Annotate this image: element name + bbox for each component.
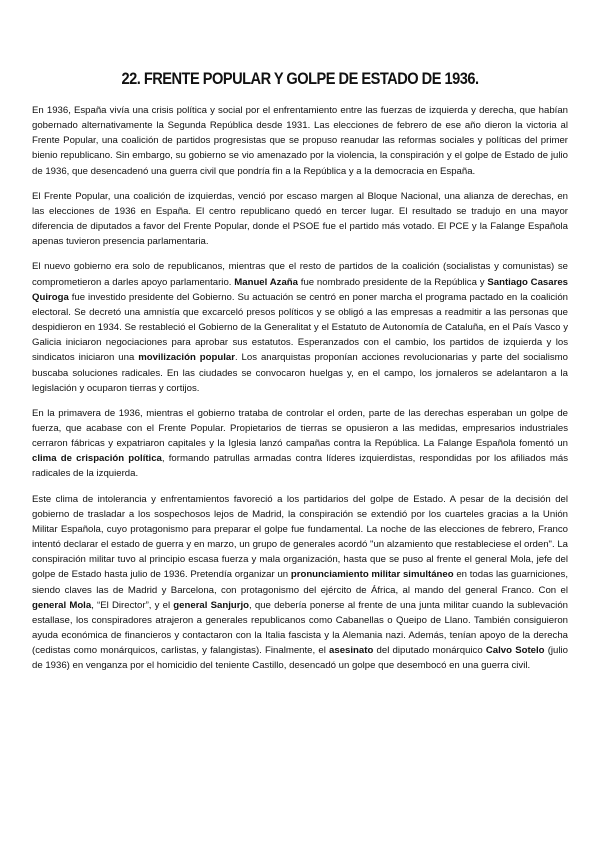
text-run: fue nombrado presidente de la República y — [298, 276, 488, 288]
text-run: (julio de 1936) en venganza por el homicidio del teniente Castillo, desencadó un golpe que desembocó en una guerra civil. — [32, 645, 568, 672]
paragraph-3 — [32, 259, 568, 395]
bold-term: general Sanjurjo — [173, 599, 250, 611]
text-run: En la primavera de 1936, mientras el gobierno trataba de controlar el orden, parte de las derechas esperaban un golpe de fuerza, que acabase con el Frente Popular. Propietarios de tierras se opusieron a las medidas, empresarios industriales cerraron fábricas y expatriaron capitales y la Iglesia lanzó campañas contra la República. La Falange Española fomentó un — [32, 407, 568, 450]
text-run: , “El Director”, y el — [91, 599, 174, 611]
text-run: , formando patrullas armadas contra líderes izquierdistas, respondidas por los afiliados más radicales de la izquierda. — [32, 453, 568, 480]
paragraph-1 — [32, 103, 568, 179]
bold-term: Calvo Sotelo — [485, 645, 545, 657]
bold-term: general Mola — [32, 599, 92, 611]
text-run: El nuevo gobierno era solo de republicanos, mientras que el resto de partidos de la coalición (socialistas y comunistas) se comprometieron a darles apoyo parlamentario. — [32, 261, 568, 288]
bold-term: Santiago Casares Quiroga — [32, 276, 568, 303]
document-body — [32, 103, 568, 683]
bold-term: clima de crispación política — [32, 453, 162, 465]
text-run: fue investido presidente del Gobierno. Su actuación se centró en poner marcha el programa pactado en la coalición electoral. Se decretó una amnistía que excarceló presos políticos y se obligó a las empresas a readmitir a las personas que despidieron en 1934. Se restableció el Gobierno de la Generalitat y el Estatuto de Autonomía de Cataluña, en el País Vasco y Galicia iniciaron negociaciones para aprobar sus estatutos. Esperanzados con el cambio, los partidos de izquierda y los sindicatos iniciaron una — [32, 291, 568, 364]
paragraph-4 — [32, 406, 568, 482]
document-title: 22. FRENTE POPULAR Y GOLPE DE ESTADO DE 1936. — [121, 69, 479, 88]
text-run: El Frente Popular, una coalición de izquierdas, venció por escaso margen al Bloque Nacional, una alianza de derechas, en las elecciones de 1936 en España. El centro republicano quedó en tercer lugar. El resultado se tradujo en una mayor diferencia de diputados a favor del Frente Popular, donde el PSOE fue el partido más votado. El PCE y la Falange Española apenas tuvieron presencia parlamentaria. — [32, 190, 568, 248]
bold-term: movilización popular — [138, 352, 235, 364]
bold-term: Manuel Azaña — [234, 276, 298, 288]
text-run: . Los anarquistas proponían acciones revolucionarias y parte del socialismo buscaba soluciones radicales. En las ciudades se convocaron huelgas y, en el campo, los jornaleros se adelantaron a la legislación y ocuparon tierras y cortijos. — [32, 352, 568, 394]
bold-term: pronunciamiento militar simultáneo — [290, 569, 454, 581]
text-run: Este clima de intolerancia y enfrentamientos favoreció a los partidarios del golpe de Estado. A pesar de la decisión del gobierno de trasladar a los sospechosos lejos de Madrid, la conspiración se extendió por los cuarteles gracias a la Unión Militar Española, cuyo protagonismo para preparar el golpe fue fundamental. La noche de las elecciones de febrero, Franco intentó declarar el estado de guerra y en marzo, un grupo de generales acordó "un alzamiento que restableciese el orden". La conspiración militar tuvo al principio escasa fuerza y mala organización, hasta que se puso al frente el general Mola, jefe del golpe de Estado hasta julio de 1936. Pretendía organizar un — [32, 493, 568, 581]
text-run: del diputado monárquico — [373, 645, 486, 657]
paragraph-5 — [32, 492, 568, 674]
paragraph-2 — [32, 189, 568, 250]
bold-term: asesinato — [329, 645, 374, 657]
text-run: En 1936, España vivía una crisis política y social por el enfrentamiento entre las fuerzas de izquierda y derecha, que habían gobernado alternativamente la Segunda República desde 1931. Las elecciones de febrero de ese año dieron la victoria al Frente Popular, una coalición de partidos progresistas que se propuso reanudar las reformas sociales y políticas del primer bienio republicano. Sin embargo, su gobierno se vio amenazado por la violencia, la conspiración y el golpe de Estado de julio de 1936, que desencadenó una guerra civil que pondría fin a la República y a la democracia en España. — [32, 105, 568, 177]
text-run: en todas las guarniciones, siendo claves las de Madrid y Barcelona, con protagonismo del ejército de África, al mando del general Franco. Con el — [32, 569, 569, 596]
text-run: , que debería ponerse al frente de una junta militar cuando la sublevación estallase, los conspiradores atrajeron a generales republicanos como Cabanellas o Queipo de Llano. También consiguieron ayuda económica de financieros y contactaron con la Italia fascista y la Alemania nazi. Además, tenían apoyo de la derecha (cedistas como monárquicos, carlistas, y falangistas). Finalmente, el — [32, 599, 568, 657]
